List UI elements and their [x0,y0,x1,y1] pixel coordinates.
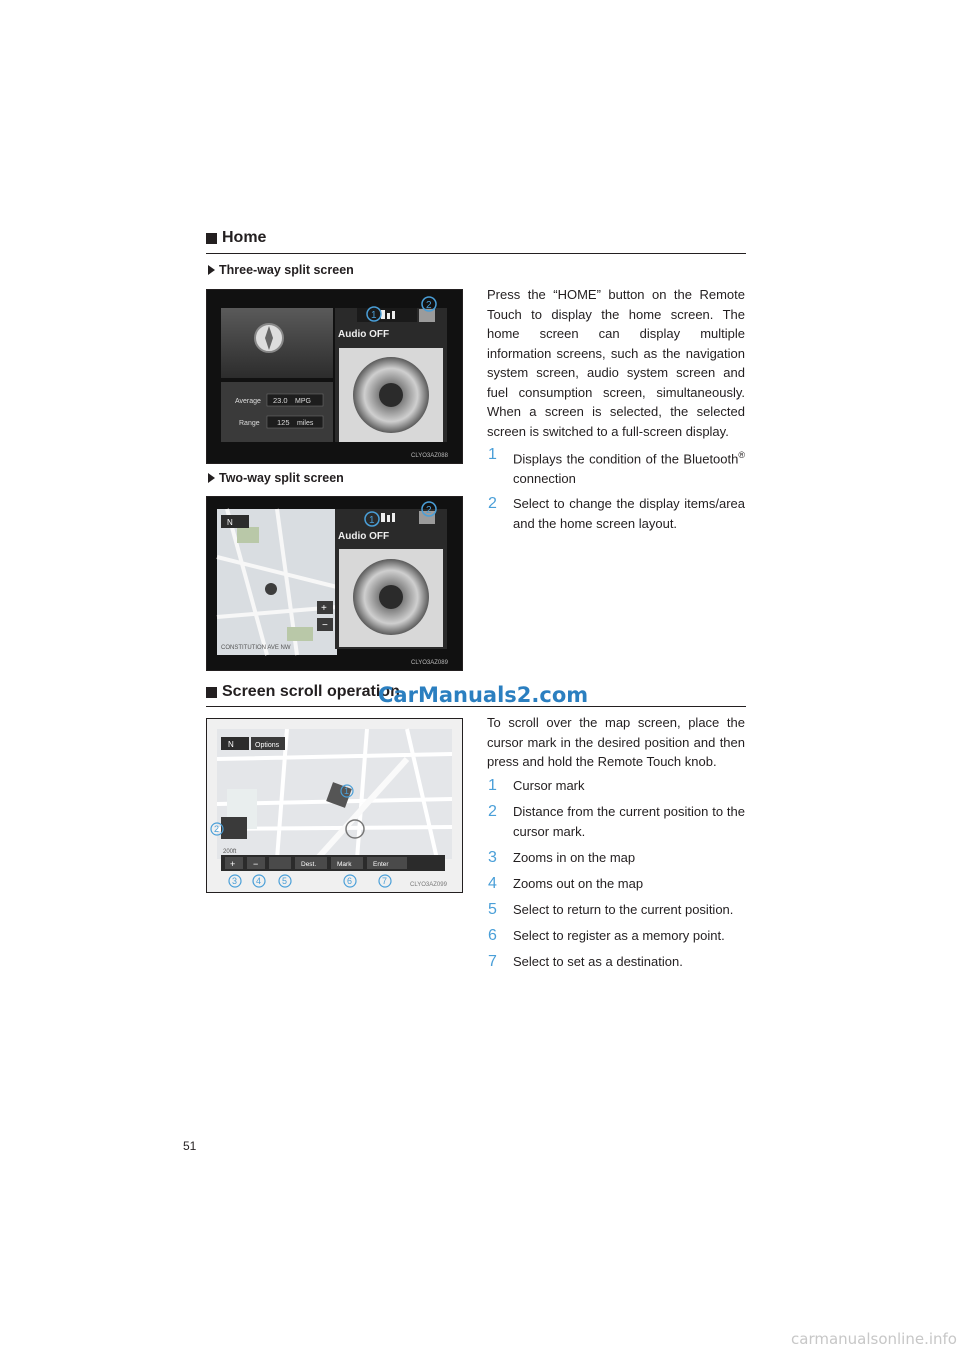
svg-text:1: 1 [369,515,375,526]
compass-text: N [227,518,233,527]
callout-text [513,445,745,489]
callout-item [487,494,745,534]
svg-text:2: 2 [426,300,432,311]
home-callout-list [487,445,745,534]
callout-item [487,900,745,920]
callout-item [487,776,745,796]
figure-code: CLYO3AZ089 [411,660,448,666]
svg-text:2: 2 [214,824,220,834]
callout-text: Zooms in on the map [513,850,636,865]
section-heading-home [206,229,266,247]
callout-text-b: connection [513,471,576,487]
scroll-map-art [207,719,462,892]
heading-rule [206,253,746,254]
callout-number-icon: 1 [488,446,497,463]
callout-text: Select to set as a destination. [513,954,683,969]
callout-number-icon: 6 [488,927,497,944]
registered-mark: ® [738,450,745,460]
three-way-screen-art [207,290,462,463]
home-intro-text: Press the “HOME” button on the Remote Touch to display the home screen. The home screen can display multiple information screens, such as the navigation system screen, audio system screen and fuel consumption screen, simultaneously. When a screen is selected, the selected screen is switched to a full-screen display. [487,287,745,439]
two-way-label [208,471,344,485]
section-heading-scroll [206,683,400,701]
figure-code: CLYO3AZ099 [410,882,447,888]
page-number: 51 [183,1139,197,1153]
svg-text:2: 2 [426,505,432,516]
svg-text:3: 3 [232,876,238,886]
callout-text: Select to register as a memory point. [513,928,725,943]
svg-text:1: 1 [344,786,350,796]
heading-square-icon [206,687,217,698]
compass-text: N [228,740,234,749]
average-label: Average [235,398,261,405]
mark-button-text: Mark [337,861,352,868]
watermark-text: CarManuals2.com [378,683,589,707]
triangle-bullet-icon [208,473,215,483]
options-button-text: Options [255,742,280,749]
three-way-label [208,263,354,277]
callout-item [487,848,745,868]
callout-number-icon: 4 [488,875,497,892]
scroll-callout-list [487,776,745,972]
two-way-screen-art [207,497,462,670]
triangle-bullet-icon [208,265,215,275]
scroll-map-screenshot [206,718,463,893]
callout-text: Select to change the display items/area and the home screen layout. [513,496,745,532]
average-unit: MPG [295,398,311,405]
callout-number-icon: 3 [488,849,497,866]
callout-number-icon: 2 [488,495,497,513]
svg-text:+: + [321,603,327,614]
svg-text:5: 5 [282,876,288,886]
svg-text:+: + [230,859,236,869]
callout-number-icon: 7 [488,953,497,970]
range-label: Range [239,420,260,427]
three-way-screenshot [206,289,463,464]
callout-item [487,874,745,894]
range-unit: miles [297,420,314,427]
distance-text: 200ft [223,849,237,855]
callout-text-a: Displays the condition of the Bluetooth [513,451,739,467]
range-value: 125 [277,418,290,427]
callout-text: Select to return to the current position. [513,902,734,917]
street-label: CONSTITUTION AVE NW [221,645,291,651]
svg-text:−: − [322,620,328,631]
scroll-intro-text: To scroll over the map screen, place the cursor mark in the desired position and then press and hold the Remote Touch knob. [487,715,745,769]
svg-text:4: 4 [256,876,262,886]
audio-off-text: Audio OFF [338,531,390,542]
svg-text:7: 7 [382,876,388,886]
section-title-scroll: Screen scroll operation [222,683,400,700]
section-title-home: Home [222,229,267,246]
two-way-label-text: Two-way split screen [219,471,344,485]
heading-square-icon [206,233,217,244]
svg-text:1: 1 [371,310,377,321]
average-value: 23.0 [273,396,288,405]
svg-text:−: − [253,859,259,869]
callout-item [487,445,745,489]
figure-code: CLYO3AZ088 [411,453,448,459]
callout-text: Zooms out on the map [513,876,644,891]
callout-number-icon: 2 [488,803,497,820]
enter-button-text: Enter [373,861,389,868]
audio-off-text: Audio OFF [338,329,390,340]
callout-text: Cursor mark [513,778,585,793]
three-way-label-text: Three-way split screen [219,263,354,277]
callout-text: Distance from the current position to the cursor mark. [513,804,745,839]
callout-item [487,952,745,972]
callout-item [487,802,745,842]
callout-item [487,926,745,946]
svg-text:6: 6 [347,876,353,886]
callout-number-icon: 1 [488,777,497,794]
callout-number-icon: 5 [488,901,497,918]
two-way-screenshot [206,496,463,671]
dest-button-text: Dest. [301,861,317,868]
footer-watermark: carmanualsonline.info [791,1330,957,1348]
